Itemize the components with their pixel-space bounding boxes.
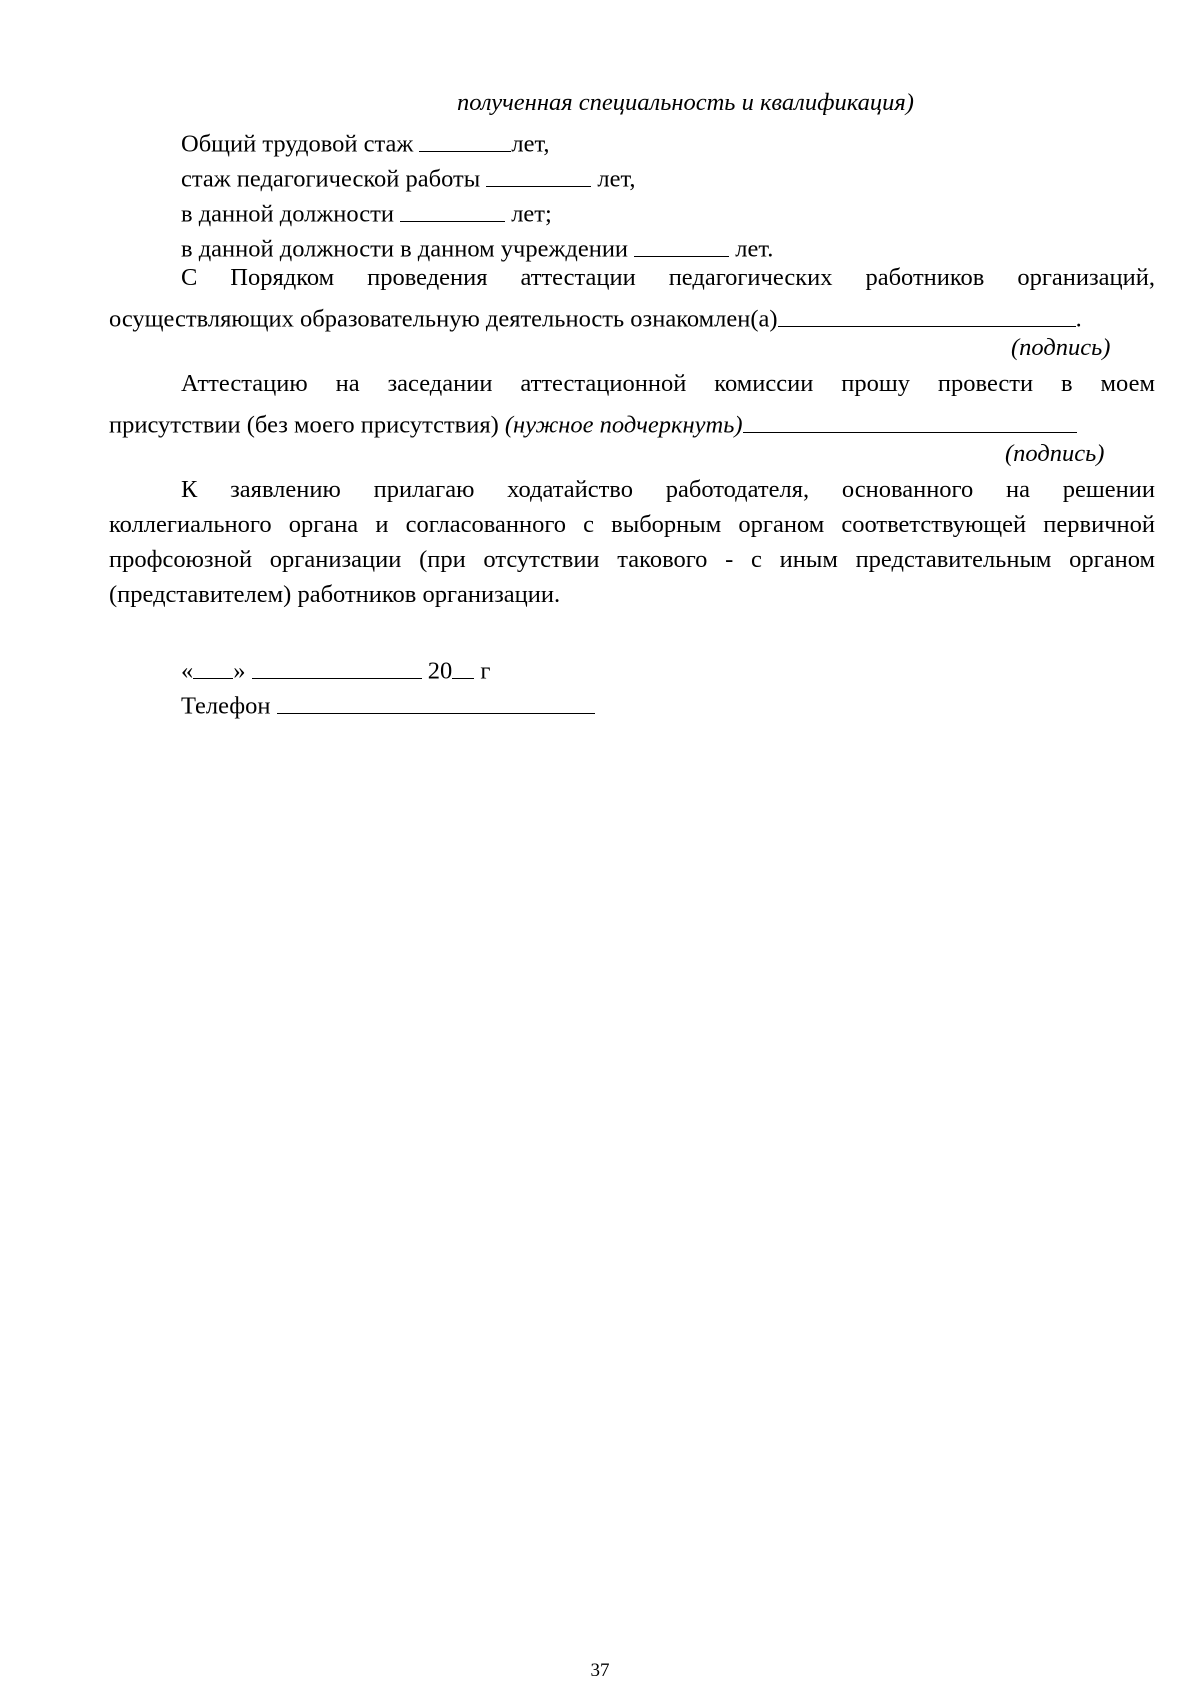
date-day-field[interactable] [193, 653, 233, 679]
total-experience-field[interactable] [419, 126, 511, 152]
procedure-end: . [1075, 305, 1082, 333]
procedure-text: осуществляющих образовательную деятельность ознакомлен(а) [109, 305, 778, 333]
attachment-line-4: (представителем) работников организации. [109, 581, 561, 608]
attendance-line-1: Аттестацию на заседании аттестационной комиссии прошу провести в моем [181, 370, 1155, 397]
date-close-quote: » [233, 657, 246, 685]
pedagogical-experience-field[interactable] [486, 161, 591, 187]
procedure-signature-note: (подпись) [1011, 334, 1111, 361]
attachment-line-1: К заявлению прилагаю ходатайство работодателя, основанного на решении [181, 476, 1155, 503]
position-experience-suffix: лет; [511, 200, 552, 228]
attachment-line-2: коллегиального органа и согласованного с выборным органом соответствующей первичной [109, 511, 1155, 538]
procedure-line-1: С Порядком проведения аттестации педагогических работников организаций, [181, 264, 1155, 291]
procedure-signature-field[interactable] [778, 301, 1076, 327]
date-open-quote: « [181, 657, 194, 685]
total-experience-label: Общий трудовой стаж [181, 130, 414, 158]
date-year-field[interactable] [452, 653, 474, 679]
attendance-line-2 [109, 407, 1077, 438]
attendance-signature-note: (подпись) [1005, 440, 1105, 467]
phone-line [181, 688, 595, 719]
position-experience-line [181, 196, 552, 227]
institution-experience-line [181, 231, 773, 262]
attendance-note: (нужное подчеркнуть) [504, 411, 743, 439]
page-number: 37 [590, 1660, 610, 1681]
attendance-signature-field[interactable] [743, 407, 1077, 433]
date-month-field[interactable] [252, 653, 422, 679]
procedure-line-2 [109, 301, 1082, 332]
pedagogical-experience-line [181, 161, 636, 192]
institution-experience-field[interactable] [634, 231, 729, 257]
attachment-line-3: профсоюзной организации (при отсутствии такового - с иным представительным органом [109, 546, 1155, 573]
pedagogical-experience-label: стаж педагогической работы [181, 165, 481, 193]
header-note: полученная специальность и квалификация) [457, 89, 914, 116]
attendance-text: присутствии (без моего присутствия) [109, 411, 499, 439]
institution-experience-label: в данной должности в данном учреждении [181, 235, 629, 263]
phone-field[interactable] [277, 688, 595, 714]
position-experience-label: в данной должности [181, 200, 394, 228]
position-experience-field[interactable] [400, 196, 505, 222]
phone-label: Телефон [181, 692, 271, 720]
date-line [181, 653, 490, 684]
total-experience-suffix: лет, [511, 130, 550, 158]
institution-experience-suffix: лет. [735, 235, 774, 263]
total-experience-line [181, 126, 550, 157]
date-year-suffix: г [480, 657, 491, 685]
date-year-prefix: 20 [427, 657, 453, 685]
pedagogical-experience-suffix: лет, [597, 165, 636, 193]
